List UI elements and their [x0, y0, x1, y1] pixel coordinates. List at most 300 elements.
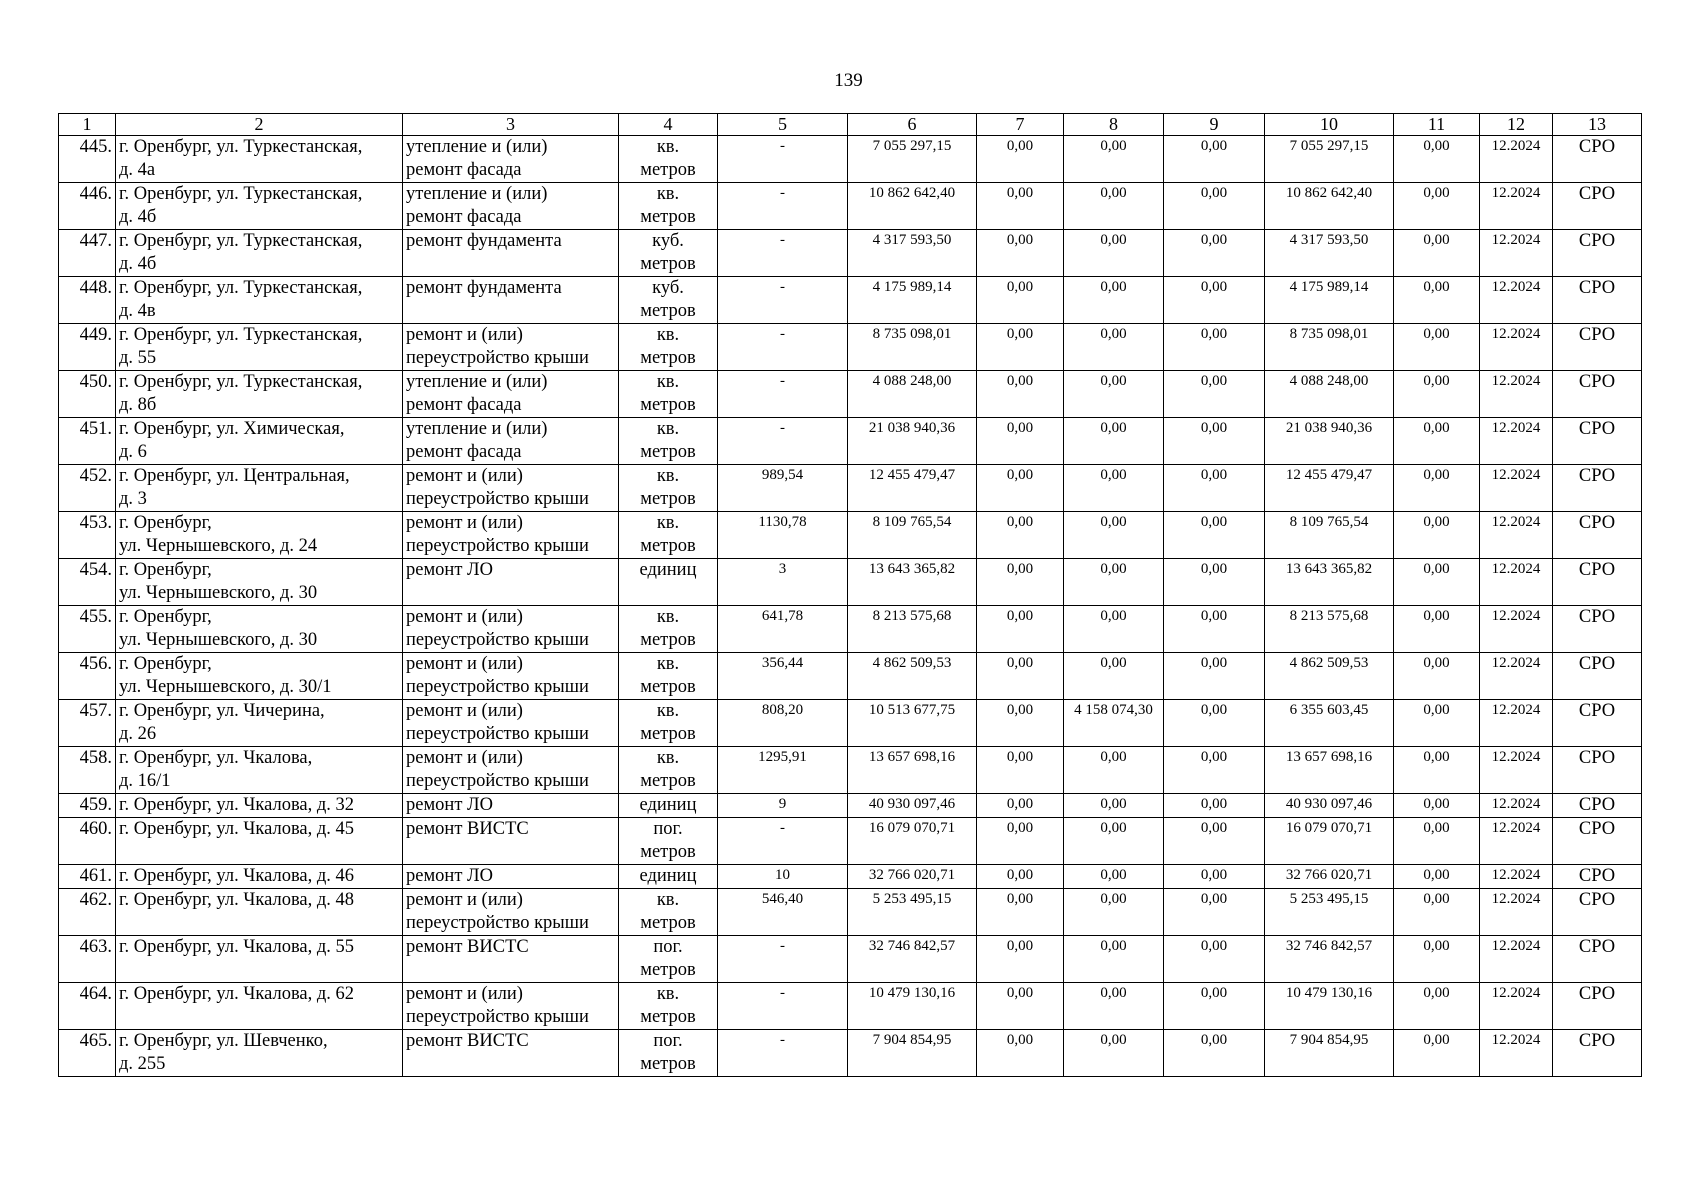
address-cell: [116, 818, 403, 865]
date-cell: 12.2024: [1480, 700, 1553, 747]
col10-cell: 8 213 575,68: [1265, 606, 1394, 653]
row-number-cell: 455.: [59, 606, 116, 653]
cell-line: метров: [640, 960, 696, 980]
col9-cell: 0,00: [1164, 606, 1265, 653]
cell-line: кв.: [656, 890, 680, 910]
organization-cell: СРО: [1553, 324, 1642, 371]
cell-line: ремонт и (или): [406, 890, 523, 910]
cell-line: метров: [640, 536, 696, 556]
table-row: [59, 230, 1642, 277]
cell-line: кв.: [656, 984, 680, 1004]
column-header-10: 10: [1265, 114, 1394, 136]
cell-line: д. 4а: [119, 160, 156, 180]
total-cost-cell: 40 930 097,46: [848, 794, 977, 818]
total-cost-cell: 13 657 698,16: [848, 747, 977, 794]
col8-cell: 4 158 074,30: [1064, 700, 1164, 747]
cell-line: кв.: [656, 419, 680, 439]
cell-line: ремонт и (или): [406, 466, 523, 486]
col11-cell: 0,00: [1394, 324, 1480, 371]
col8-cell: 0,00: [1064, 418, 1164, 465]
cell-line: кв.: [656, 607, 680, 627]
unit-cell: [619, 889, 718, 936]
col10-cell: 10 479 130,16: [1265, 983, 1394, 1030]
total-cost-cell: 4 317 593,50: [848, 230, 977, 277]
col8-cell: 0,00: [1064, 371, 1164, 418]
table-row: [59, 794, 1642, 818]
total-cost-cell: 8 735 098,01: [848, 324, 977, 371]
date-cell: 12.2024: [1480, 512, 1553, 559]
address-cell: [116, 324, 403, 371]
cell-line: ремонт и (или): [406, 748, 523, 768]
table-row: [59, 865, 1642, 889]
col8-cell: 0,00: [1064, 818, 1164, 865]
cell-line: д. 4б: [119, 254, 157, 274]
col11-cell: 0,00: [1394, 983, 1480, 1030]
cell-line: д. 26: [119, 724, 157, 744]
volume-cell: 3: [718, 559, 848, 606]
work-type-cell: [403, 983, 619, 1030]
volume-cell: -: [718, 418, 848, 465]
cell-line: г. Оренбург, ул. Туркестанская,: [119, 278, 363, 298]
volume-cell: -: [718, 818, 848, 865]
table-row: [59, 983, 1642, 1030]
col7-cell: 0,00: [977, 747, 1064, 794]
date-cell: 12.2024: [1480, 136, 1553, 183]
col11-cell: 0,00: [1394, 277, 1480, 324]
col7-cell: 0,00: [977, 465, 1064, 512]
cell-line: [119, 1006, 399, 1029]
address-cell: [116, 700, 403, 747]
cell-line: д. 55: [119, 348, 157, 368]
address-cell: [116, 418, 403, 465]
cell-line: кв.: [656, 513, 680, 533]
table-row: [59, 277, 1642, 324]
address-cell: [116, 183, 403, 230]
col9-cell: 0,00: [1164, 865, 1265, 889]
date-cell: 12.2024: [1480, 559, 1553, 606]
cell-line: д. 4б: [119, 207, 157, 227]
total-cost-cell: 10 479 130,16: [848, 983, 977, 1030]
col11-cell: 0,00: [1394, 747, 1480, 794]
row-number-cell: 446.: [59, 183, 116, 230]
unit-cell: [619, 183, 718, 230]
total-cost-cell: 4 088 248,00: [848, 371, 977, 418]
cell-line: метров: [640, 442, 696, 462]
cell-line: [622, 582, 714, 605]
col10-cell: 4 862 509,53: [1265, 653, 1394, 700]
row-number-cell: 464.: [59, 983, 116, 1030]
cell-line: метров: [640, 395, 696, 415]
col9-cell: 0,00: [1164, 818, 1265, 865]
work-type-cell: [403, 183, 619, 230]
cell-line: утепление и (или): [406, 137, 548, 157]
total-cost-cell: 21 038 940,36: [848, 418, 977, 465]
work-type-cell: [403, 559, 619, 606]
col11-cell: 0,00: [1394, 465, 1480, 512]
unit-cell: [619, 747, 718, 794]
address-cell: [116, 747, 403, 794]
cell-line: метров: [640, 913, 696, 933]
cell-line: переустройство крыши: [406, 724, 589, 744]
work-type-cell: [403, 465, 619, 512]
date-cell: 12.2024: [1480, 889, 1553, 936]
col10-cell: 8 109 765,54: [1265, 512, 1394, 559]
cell-line: единиц: [639, 560, 697, 580]
column-header-2: 2: [116, 114, 403, 136]
work-type-cell: [403, 818, 619, 865]
work-type-cell: [403, 653, 619, 700]
cell-line: д. 3: [119, 489, 147, 509]
cell-line: утепление и (или): [406, 372, 548, 392]
unit-cell: [619, 865, 718, 889]
address-cell: [116, 559, 403, 606]
cell-line: кв.: [656, 466, 680, 486]
cell-line: ремонт и (или): [406, 325, 523, 345]
cell-line: ремонт фундамента: [406, 278, 562, 298]
cell-line: кв.: [656, 184, 680, 204]
total-cost-cell: 7 055 297,15: [848, 136, 977, 183]
address-cell: [116, 606, 403, 653]
organization-cell: СРО: [1553, 1030, 1642, 1077]
col11-cell: 0,00: [1394, 653, 1480, 700]
cell-line: [119, 959, 399, 982]
row-number-cell: 449.: [59, 324, 116, 371]
organization-cell: СРО: [1553, 983, 1642, 1030]
col7-cell: 0,00: [977, 865, 1064, 889]
row-number-cell: 462.: [59, 889, 116, 936]
unit-cell: [619, 465, 718, 512]
col9-cell: 0,00: [1164, 277, 1265, 324]
col9-cell: 0,00: [1164, 559, 1265, 606]
cell-line: г. Оренбург, ул. Туркестанская,: [119, 231, 363, 251]
address-cell: [116, 865, 403, 889]
organization-cell: СРО: [1553, 747, 1642, 794]
cell-line: пог.: [653, 937, 683, 957]
col10-cell: 8 735 098,01: [1265, 324, 1394, 371]
col8-cell: 0,00: [1064, 653, 1164, 700]
table-header-row: [59, 114, 1642, 136]
table-row: [59, 371, 1642, 418]
col8-cell: 0,00: [1064, 983, 1164, 1030]
volume-cell: 989,54: [718, 465, 848, 512]
col9-cell: 0,00: [1164, 794, 1265, 818]
volume-cell: 356,44: [718, 653, 848, 700]
organization-cell: СРО: [1553, 465, 1642, 512]
cell-line: метров: [640, 771, 696, 791]
row-number-cell: 448.: [59, 277, 116, 324]
table-row: [59, 465, 1642, 512]
volume-cell: 546,40: [718, 889, 848, 936]
unit-cell: [619, 818, 718, 865]
row-number-cell: 459.: [59, 794, 116, 818]
work-type-cell: [403, 865, 619, 889]
row-number-cell: 461.: [59, 865, 116, 889]
cell-line: переустройство крыши: [406, 630, 589, 650]
cell-line: метров: [640, 160, 696, 180]
date-cell: 12.2024: [1480, 1030, 1553, 1077]
col8-cell: 0,00: [1064, 936, 1164, 983]
total-cost-cell: 16 079 070,71: [848, 818, 977, 865]
cell-line: переустройство крыши: [406, 1007, 589, 1027]
cell-line: ремонт и (или): [406, 607, 523, 627]
volume-cell: -: [718, 277, 848, 324]
organization-cell: СРО: [1553, 183, 1642, 230]
address-cell: [116, 371, 403, 418]
total-cost-cell: 32 766 020,71: [848, 865, 977, 889]
cell-line: кв.: [656, 137, 680, 157]
cell-line: ул. Чернышевского, д. 30/1: [119, 677, 332, 697]
row-number-cell: 458.: [59, 747, 116, 794]
col8-cell: 0,00: [1064, 606, 1164, 653]
col8-cell: 0,00: [1064, 324, 1164, 371]
volume-cell: 808,20: [718, 700, 848, 747]
cell-line: переустройство крыши: [406, 913, 589, 933]
column-header-4: 4: [619, 114, 718, 136]
col11-cell: 0,00: [1394, 418, 1480, 465]
col8-cell: 0,00: [1064, 559, 1164, 606]
cell-line: пог.: [653, 1031, 683, 1051]
column-header-1: 1: [59, 114, 116, 136]
volume-cell: -: [718, 371, 848, 418]
cell-line: ремонт и (или): [406, 654, 523, 674]
cell-line: ремонт и (или): [406, 513, 523, 533]
work-type-cell: [403, 512, 619, 559]
cell-line: ул. Чернышевского, д. 30: [119, 630, 318, 650]
cell-line: ремонт ВИСТС: [406, 819, 529, 839]
organization-cell: СРО: [1553, 865, 1642, 889]
row-number-cell: 447.: [59, 230, 116, 277]
col11-cell: 0,00: [1394, 865, 1480, 889]
date-cell: 12.2024: [1480, 794, 1553, 818]
column-header-8: 8: [1064, 114, 1164, 136]
cell-line: переустройство крыши: [406, 348, 589, 368]
total-cost-cell: 12 455 479,47: [848, 465, 977, 512]
cell-line: г. Оренбург, ул. Шевченко,: [119, 1031, 328, 1051]
work-type-cell: [403, 418, 619, 465]
organization-cell: СРО: [1553, 559, 1642, 606]
unit-cell: [619, 606, 718, 653]
col9-cell: 0,00: [1164, 136, 1265, 183]
cell-line: ремонт ЛО: [406, 795, 493, 815]
volume-cell: -: [718, 983, 848, 1030]
volume-cell: -: [718, 136, 848, 183]
col9-cell: 0,00: [1164, 889, 1265, 936]
cell-line: [406, 253, 615, 276]
cell-line: ремонт фасада: [406, 160, 522, 180]
address-cell: [116, 136, 403, 183]
col8-cell: 0,00: [1064, 747, 1164, 794]
table-row: [59, 324, 1642, 371]
cell-line: метров: [640, 348, 696, 368]
total-cost-cell: 32 746 842,57: [848, 936, 977, 983]
col11-cell: 0,00: [1394, 512, 1480, 559]
organization-cell: СРО: [1553, 418, 1642, 465]
col7-cell: 0,00: [977, 559, 1064, 606]
date-cell: 12.2024: [1480, 865, 1553, 889]
col9-cell: 0,00: [1164, 1030, 1265, 1077]
work-type-cell: [403, 936, 619, 983]
cell-line: метров: [640, 489, 696, 509]
cell-line: г. Оренбург, ул. Химическая,: [119, 419, 345, 439]
cell-line: ремонт и (или): [406, 701, 523, 721]
organization-cell: СРО: [1553, 700, 1642, 747]
col10-cell: 6 355 603,45: [1265, 700, 1394, 747]
work-type-cell: [403, 371, 619, 418]
cell-line: утепление и (или): [406, 419, 548, 439]
column-header-3: 3: [403, 114, 619, 136]
cell-line: г. Оренбург,: [119, 560, 212, 580]
row-number-cell: 452.: [59, 465, 116, 512]
col11-cell: 0,00: [1394, 183, 1480, 230]
table-row: [59, 136, 1642, 183]
cell-line: переустройство крыши: [406, 771, 589, 791]
cell-line: г. Оренбург, ул. Туркестанская,: [119, 372, 363, 392]
unit-cell: [619, 230, 718, 277]
cell-line: д. 16/1: [119, 771, 171, 791]
date-cell: 12.2024: [1480, 465, 1553, 512]
column-header-11: 11: [1394, 114, 1480, 136]
col9-cell: 0,00: [1164, 653, 1265, 700]
table-row: [59, 700, 1642, 747]
col7-cell: 0,00: [977, 136, 1064, 183]
date-cell: 12.2024: [1480, 371, 1553, 418]
col7-cell: 0,00: [977, 794, 1064, 818]
col11-cell: 0,00: [1394, 1030, 1480, 1077]
volume-cell: 641,78: [718, 606, 848, 653]
cell-line: г. Оренбург, ул. Центральная,: [119, 466, 350, 486]
col10-cell: 16 079 070,71: [1265, 818, 1394, 865]
row-number-cell: 465.: [59, 1030, 116, 1077]
row-number-cell: 451.: [59, 418, 116, 465]
col10-cell: 13 657 698,16: [1265, 747, 1394, 794]
row-number-cell: 453.: [59, 512, 116, 559]
col7-cell: 0,00: [977, 512, 1064, 559]
cell-line: ремонт ЛО: [406, 866, 493, 886]
col9-cell: 0,00: [1164, 747, 1265, 794]
column-header-12: 12: [1480, 114, 1553, 136]
row-number-cell: 454.: [59, 559, 116, 606]
col9-cell: 0,00: [1164, 230, 1265, 277]
unit-cell: [619, 277, 718, 324]
organization-cell: СРО: [1553, 794, 1642, 818]
cell-line: [406, 841, 615, 864]
cell-line: переустройство крыши: [406, 489, 589, 509]
cell-line: [406, 1053, 615, 1076]
col8-cell: 0,00: [1064, 512, 1164, 559]
total-cost-cell: 4 175 989,14: [848, 277, 977, 324]
address-cell: [116, 1030, 403, 1077]
cell-line: куб.: [652, 231, 684, 251]
address-cell: [116, 983, 403, 1030]
row-number-cell: 460.: [59, 818, 116, 865]
cell-line: [406, 582, 615, 605]
date-cell: 12.2024: [1480, 418, 1553, 465]
row-number-cell: 456.: [59, 653, 116, 700]
work-type-cell: [403, 747, 619, 794]
date-cell: 12.2024: [1480, 183, 1553, 230]
col11-cell: 0,00: [1394, 700, 1480, 747]
col11-cell: 0,00: [1394, 559, 1480, 606]
cell-line: г. Оренбург, ул. Туркестанская,: [119, 325, 363, 345]
col7-cell: 0,00: [977, 606, 1064, 653]
cell-line: д. 255: [119, 1054, 166, 1074]
date-cell: 12.2024: [1480, 747, 1553, 794]
work-type-cell: [403, 230, 619, 277]
cell-line: г. Оренбург, ул. Туркестанская,: [119, 184, 363, 204]
cell-line: г. Оренбург, ул. Чкалова, д. 62: [119, 984, 355, 1004]
cell-line: метров: [640, 724, 696, 744]
cell-line: метров: [640, 1054, 696, 1074]
col7-cell: 0,00: [977, 324, 1064, 371]
cell-line: ремонт ВИСТС: [406, 1031, 529, 1051]
column-header-6: 6: [848, 114, 977, 136]
row-number-cell: 463.: [59, 936, 116, 983]
organization-cell: СРО: [1553, 818, 1642, 865]
cell-line: г. Оренбург, ул. Чкалова, д. 48: [119, 890, 355, 910]
volume-cell: -: [718, 936, 848, 983]
col7-cell: 0,00: [977, 230, 1064, 277]
col10-cell: 4 175 989,14: [1265, 277, 1394, 324]
table-row: [59, 606, 1642, 653]
col11-cell: 0,00: [1394, 818, 1480, 865]
col7-cell: 0,00: [977, 371, 1064, 418]
table-row: [59, 747, 1642, 794]
cell-line: кв.: [656, 701, 680, 721]
organization-cell: СРО: [1553, 277, 1642, 324]
date-cell: 12.2024: [1480, 653, 1553, 700]
col9-cell: 0,00: [1164, 465, 1265, 512]
cell-line: [406, 300, 615, 323]
col7-cell: 0,00: [977, 418, 1064, 465]
unit-cell: [619, 700, 718, 747]
col8-cell: 0,00: [1064, 230, 1164, 277]
volume-cell: -: [718, 1030, 848, 1077]
total-cost-cell: 13 643 365,82: [848, 559, 977, 606]
cell-line: [406, 959, 615, 982]
cell-line: ул. Чернышевского, д. 24: [119, 536, 318, 556]
address-cell: [116, 653, 403, 700]
address-cell: [116, 277, 403, 324]
cell-line: метров: [640, 630, 696, 650]
unit-cell: [619, 1030, 718, 1077]
col10-cell: 32 766 020,71: [1265, 865, 1394, 889]
cell-line: г. Оренбург,: [119, 654, 212, 674]
volume-cell: 1130,78: [718, 512, 848, 559]
unit-cell: [619, 136, 718, 183]
col10-cell: 4 317 593,50: [1265, 230, 1394, 277]
unit-cell: [619, 559, 718, 606]
total-cost-cell: 10 513 677,75: [848, 700, 977, 747]
cell-line: г. Оренбург, ул. Чкалова, д. 46: [119, 866, 355, 886]
col7-cell: 0,00: [977, 700, 1064, 747]
address-cell: [116, 936, 403, 983]
total-cost-cell: 5 253 495,15: [848, 889, 977, 936]
cell-line: д. 6: [119, 442, 147, 462]
organization-cell: СРО: [1553, 136, 1642, 183]
address-cell: [116, 230, 403, 277]
unit-cell: [619, 512, 718, 559]
total-cost-cell: 7 904 854,95: [848, 1030, 977, 1077]
cell-line: кв.: [656, 654, 680, 674]
volume-cell: 10: [718, 865, 848, 889]
volume-cell: -: [718, 324, 848, 371]
unit-cell: [619, 794, 718, 818]
work-type-cell: [403, 136, 619, 183]
table-row: [59, 512, 1642, 559]
volume-cell: 9: [718, 794, 848, 818]
unit-cell: [619, 936, 718, 983]
table-row: [59, 889, 1642, 936]
